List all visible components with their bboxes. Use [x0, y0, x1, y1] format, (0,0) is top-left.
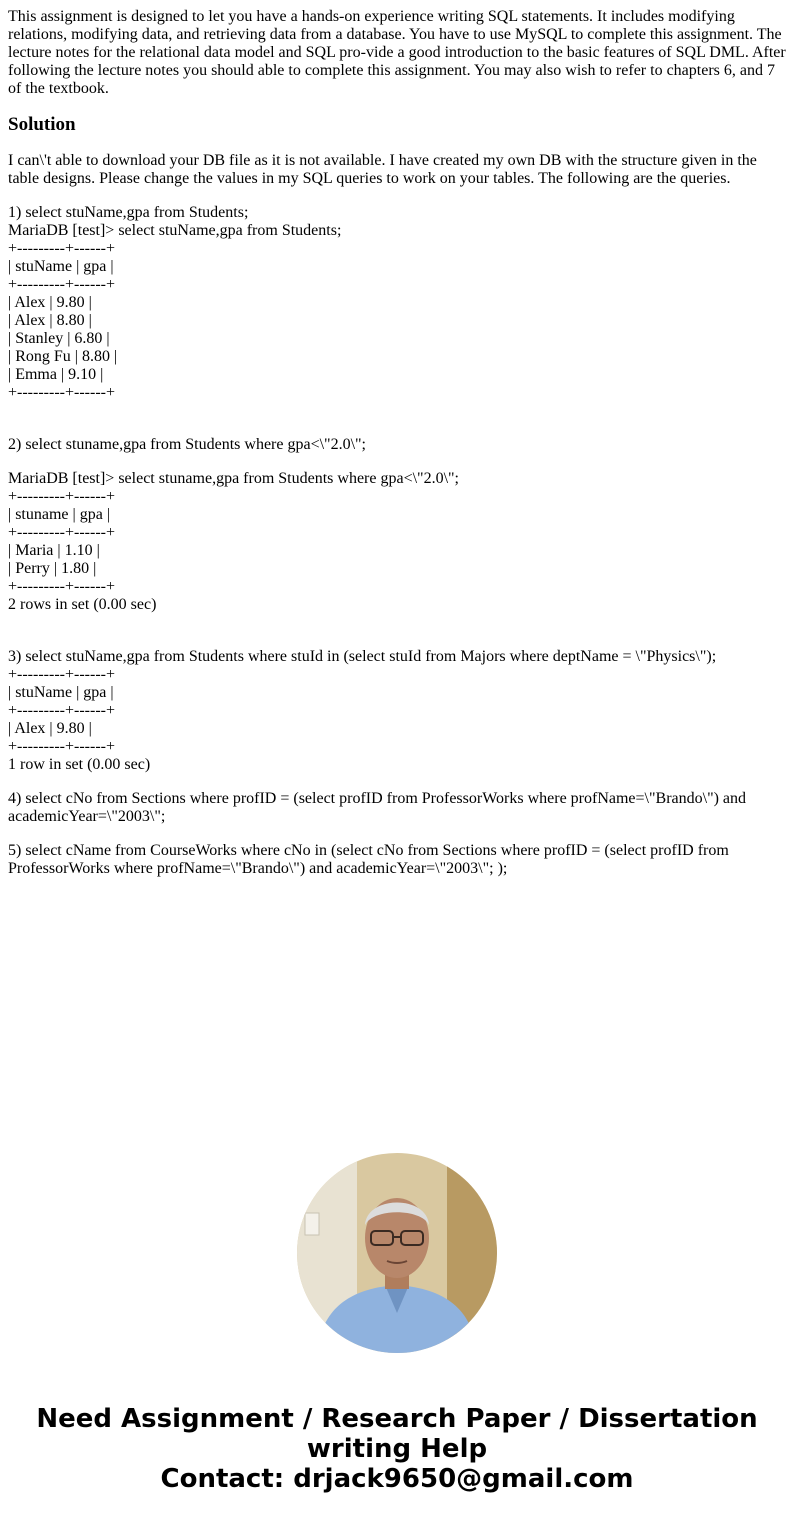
result-border: +---------+------+	[8, 488, 115, 505]
result-header: | stuname | gpa |	[8, 506, 111, 523]
author-avatar	[297, 1153, 497, 1353]
query-5-text: 5) select cName from CourseWorks where cNo in (select cNo from Sections where profID = (select profID from ProfessorWorks where profName=\"Brando\") and academicYear=\"2003\"; );	[8, 842, 729, 877]
solution-intro: I can\'t able to download your DB file as it is not available. I have created my own DB with the structure given in the table designs. Please change the values in my SQL queries to work on your tables. The following are the queries.	[8, 152, 757, 187]
result-summary: 2 rows in set (0.00 sec)	[8, 596, 157, 613]
result-border: +---------+------+	[8, 240, 115, 257]
result-header: | stuName | gpa |	[8, 684, 114, 701]
result-border: +---------+------+	[8, 384, 115, 401]
result-border: +---------+------+	[8, 276, 115, 293]
query-3-block	[8, 648, 786, 774]
contact-footer	[0, 1404, 794, 1494]
query-4-text: 4) select cNo from Sections where profID = (select profID from ProfessorWorks where profName=\"Brando\") and academicYear=\"2003\";	[8, 790, 747, 825]
assignment-intro: This assignment is designed to let you have a hands-on experience writing SQL statements. It includes modifying relations, modifying data, and retrieving data from a database. You have to use MySQL to complete this assignment. The lecture notes for the relational data model and SQL pro-vide a good introduction to the basic features of SQL DML. After following the lecture notes you should able to complete this assignment. You may also wish to refer to chapters 6, and 7 of the textbook.	[8, 8, 786, 97]
result-border: +---------+------+	[8, 738, 115, 755]
result-border: +---------+------+	[8, 666, 115, 683]
result-row: | Emma | 9.10 |	[8, 366, 104, 383]
result-border: +---------+------+	[8, 524, 115, 541]
query-2-line: MariaDB [test]> select stuname,gpa from Students where gpa<\"2.0\";	[8, 470, 459, 487]
result-summary: 1 row in set (0.00 sec)	[8, 756, 151, 773]
result-border: +---------+------+	[8, 702, 115, 719]
author-portrait-image	[297, 1153, 497, 1353]
query-1-line: MariaDB [test]> select stuName,gpa from Students;	[8, 222, 342, 239]
result-row: | Alex | 9.80 |	[8, 720, 92, 737]
query-3-line: 3) select stuName,gpa from Students where stuId in (select stuId from Majors where deptName = \"Physics\");	[8, 648, 717, 665]
solution-heading: Solution	[8, 114, 76, 135]
result-row: | Stanley | 6.80 |	[8, 330, 110, 347]
result-border: +---------+------+	[8, 578, 115, 595]
result-row: | Alex | 8.80 |	[8, 312, 92, 329]
footer-contact: Contact: drjack9650@gmail.com	[160, 1464, 634, 1494]
query-1-block	[8, 204, 786, 402]
result-row: | Perry | 1.80 |	[8, 560, 97, 577]
footer-tagline: Need Assignment / Research Paper / Dissertation writing Help	[36, 1404, 758, 1464]
result-row: | Alex | 9.80 |	[8, 294, 92, 311]
query-2-block	[8, 470, 786, 614]
query-1-line: 1) select stuName,gpa from Students;	[8, 204, 249, 221]
result-row: | Maria | 1.10 |	[8, 542, 100, 559]
result-row: | Rong Fu | 8.80 |	[8, 348, 118, 365]
result-header: | stuName | gpa |	[8, 258, 114, 275]
query-2-text: 2) select stuname,gpa from Students where gpa<\"2.0\";	[8, 436, 366, 453]
